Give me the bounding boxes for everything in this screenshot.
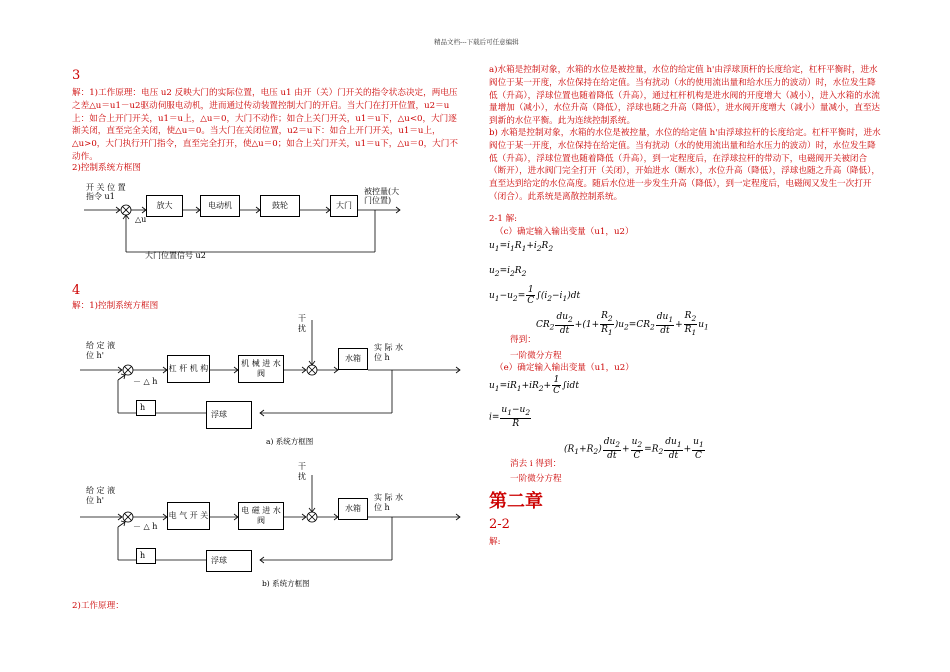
d3-output-label-2: 位 h (374, 503, 390, 512)
first-order-2: 一阶微分方程 (510, 474, 562, 484)
eliminate-label: 消去 i 得到： (510, 459, 562, 469)
section-3-paragraph: 解：1)工作原理：电压 u2 反映大门的实际位置，电压 u1 由开（关）门开关的指令状态决定，两电压之差△u＝u1－u2驱动伺服电动机，进而通过传动装置控制大门的开启。当大门在打开位置，u2＝u上：如合上开门开关，u1＝u上，△u＝0，大门不动作；如合上关门开关，u1＝u下，△u<0，大门逐渐关闭，直至完全关闭，使△u＝0。当大门在关闭位置，u2＝u下：如合上开门开关，u1＝u上，△u>0，大门执行开门指令，直至完全打开，使△u＝0；如合上关门开关，u1＝u下，△u＝0，大门不动作。 (72, 88, 458, 162)
d2-output-label: 实 际 水 (374, 343, 404, 352)
d2-float-block: 浮球 (206, 401, 252, 429)
d2-mech-valve-block: 机 械 进 水 阀 (238, 355, 284, 383)
eq-c-1: $u_1=i_1R_1+i_2R_2$ (489, 241, 554, 253)
eq-e-2: i= $\frac{u_1-u_2}{R}$ (489, 405, 531, 429)
d1-delta-u: △u (135, 215, 147, 224)
d3-disturbance-2: 扰 (298, 472, 306, 481)
section-3-subtitle: 2)控制系统方框图 (72, 163, 141, 173)
d1-door-block: 大门 (330, 195, 358, 217)
paragraph-b: b) 水箱是控制对象，水箱的水位是被控量，水位的给定值 h'由浮球拉杆的长度给定。杠杆平衡时，进水阀位于某一开度，水位保持在给定值。当有扰动（水的使用流出量和给水压力的波动）时，水位发生降低（升高），浮球位置也随着降低（升高），到一定程度后，在浮球拉杆的带动下，电磁阀开关被闭合（断开），进水阀门完全打开（关闭），开始进水（断水），水位升高（降低），浮球也随之升高（降低），直至达到给定的水位高度。随后水位进一步发生升高（降低），到一定程度后，电磁阀又发生一次打开（闭合）。此系统是离散控制系统。 (489, 128, 881, 202)
d1-output-label-2: 门位置) (364, 196, 392, 205)
got-label: 得到： (510, 335, 536, 345)
d3-tank-block: 水箱 (338, 498, 368, 520)
d2-lever-block: 杠 杆 机 构 (167, 355, 210, 383)
d1-input-label-2: 指令 u1 (86, 192, 115, 201)
eq-c-result: $CR_2$ $\frac{du_2}{dt}$ +(1+ $\frac{R_2}{R_1}$ )$u_2=CR_2$ $\frac{du_1}{dt}$ + $\frac{R_2}{R_1}$ $u_1$ (536, 311, 709, 337)
d2-h-box: h (136, 400, 156, 416)
d2-output-label-2: 位 h (374, 353, 390, 362)
page-header: 精品文档---下载后可任意编辑 (434, 38, 519, 46)
working-principle-heading: 2)工作原理： (72, 601, 124, 611)
problem-2-1: 2-1 解: (489, 214, 518, 224)
eq-e-result: $(R_1+R_2)$ $\frac{du_2}{dt}$ + $\frac{u_2}{C}$ $=R_2$ $\frac{du_1}{dt}$ + $\frac{u_1}{C}$ (564, 437, 704, 461)
d1-drum-block: 鼓轮 (260, 195, 300, 217)
eq-e-1: $u_1=iR_1+iR_2+$ $\frac{1}{C}$ ∫idt (489, 375, 579, 396)
d3-solenoid-valve-block: 电 磁 进 水 阀 (238, 502, 284, 530)
d2-caption: a) 系统方框图 (266, 437, 314, 446)
section-number-4: 4 (72, 283, 81, 298)
d3-minus-delta-h: － △ h (133, 522, 158, 531)
d3-input-label: 给 定 液 (86, 486, 116, 495)
d1-motor-block: 电动机 (200, 195, 240, 217)
e-title: （e）确定输入输出变量（u1，u2） (495, 363, 634, 373)
d3-float-block: 浮球 (206, 550, 252, 572)
diagram-1-lines (70, 176, 470, 276)
paragraph-a: a)水箱是控制对象，水箱的水位是被控量，水位的给定值 h'由浮球顶杆的长度给定，杠杆平衡时，进水阀位于某一开度，水位保持在给定值。当有扰动（水的使用流出量和给水压力的波动）时，水位发生降低（升高），浮球位置也随着降低（升高），通过杠杆机构是进水阀的开度增大（减小），进入水箱的水流量增加（减小），水位升高（降低），浮球也随之升高（降低），进水阀开度增大（减小）量减小，直至达到新的水位平衡。此为连续控制系统。 (489, 65, 881, 127)
d2-input-label: 给 定 液 (86, 341, 116, 350)
d2-disturbance: 干 (298, 314, 306, 323)
d3-switch-block: 电 气 开 关 (167, 502, 210, 530)
section-4-line: 解：1)控制系统方框图 (72, 301, 159, 311)
d3-output-label: 实 际 水 (374, 493, 404, 502)
chapter-title: 第二章 (489, 491, 543, 512)
d3-disturbance: 干 (298, 462, 306, 471)
d1-feedback-label: 大门位置信号 u2 (145, 251, 206, 260)
d3-caption: b) 系统方框图 (262, 579, 310, 588)
d3-h-box: h (136, 548, 156, 564)
c-title: （c）确定输入输出变量（u1，u2） (495, 227, 634, 237)
d3-input-label-2: 位 h' (86, 496, 104, 505)
d2-minus-delta-h: － △ h (133, 377, 158, 386)
d2-tank-block: 水箱 (338, 348, 368, 370)
eq-c-3: $u_1-u_2=$ $\frac{1}{C}$ $\int(i_2-i_1)dt$ (489, 285, 581, 306)
d1-output-label: 被控量(大 (364, 187, 400, 196)
d1-input-label: 开 关 位 置 (86, 183, 126, 192)
eq-c-2: $u_2=i_2R_2$ (489, 266, 527, 278)
d2-disturbance-2: 扰 (298, 324, 306, 333)
d1-amplifier-block: 放大 (146, 195, 183, 217)
problem-2-2: 2-2 (489, 517, 510, 532)
section-number-3: 3 (72, 68, 81, 83)
d2-input-label-2: 位 h' (86, 351, 104, 360)
solution-label: 解: (489, 537, 501, 547)
first-order-1: 一阶微分方程 (510, 351, 562, 361)
